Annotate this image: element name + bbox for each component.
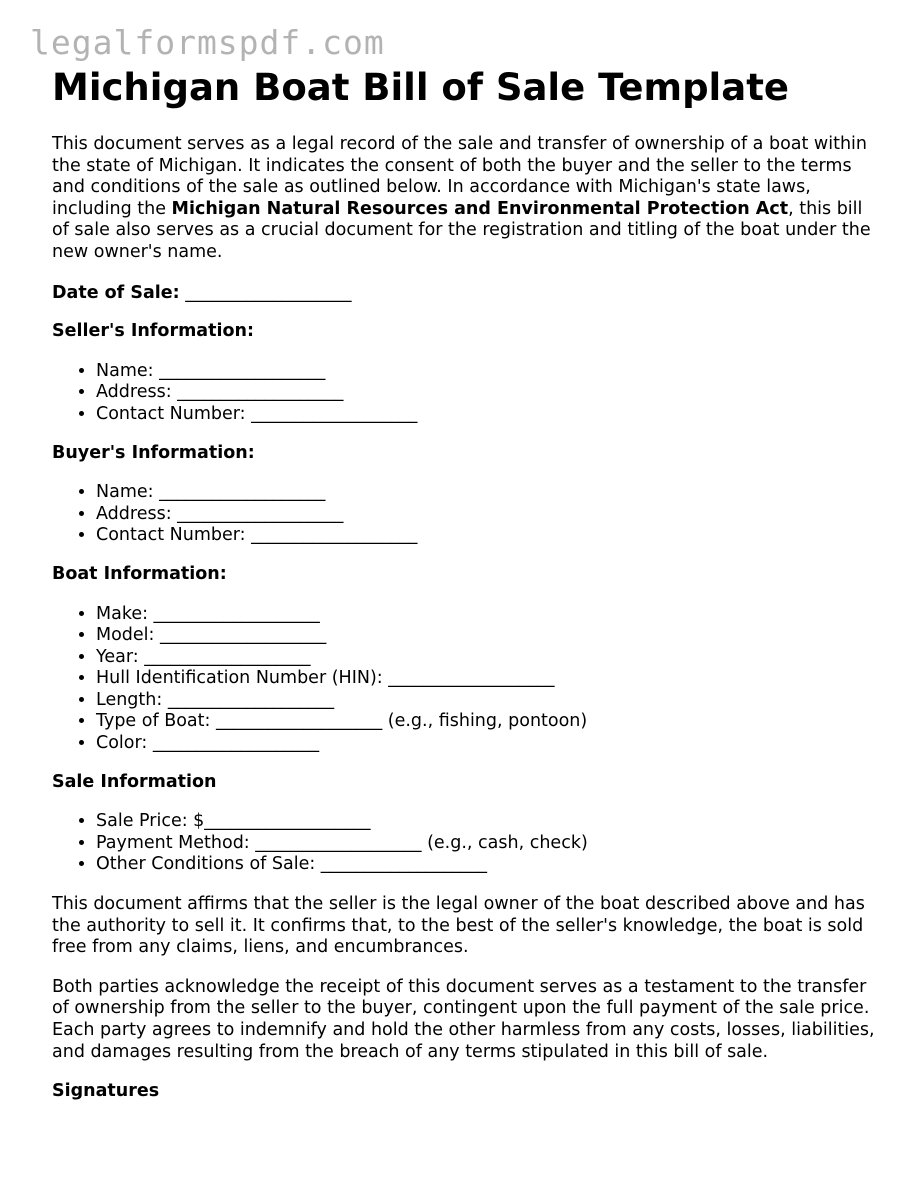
other-conditions-field: • Other Conditions of Sale: ___________________ <box>96 854 882 876</box>
seller-heading: Seller's Information: <box>52 321 254 342</box>
payment-method-field: • Payment Method: ___________________ (e.g., cash, check) <box>96 833 882 855</box>
sale-heading: Sale Information <box>52 771 217 792</box>
buyer-name-field: • Name: ___________________ <box>96 482 882 504</box>
intro-text-part1: This document serves as a legal record of the sale and transfer of ownership of a boat within the state of Michigan. It indicates the consent of both the buyer and the seller to the terms and conditions of the sale as outlined below. In accordance with Michigan's state laws, including the <box>52 134 868 219</box>
boat-model-field: • Model: ___________________ <box>96 625 882 647</box>
boat-make-field: • Make: ___________________ <box>96 604 882 626</box>
boat-hin-field: • Hull Identification Number (HIN): ___________________ <box>96 668 882 690</box>
date-of-sale-label: Date of Sale: <box>52 282 180 303</box>
law-name: Michigan Natural Resources and Environmental Protection Act <box>171 198 789 219</box>
boat-length-field: • Length: ___________________ <box>96 690 882 712</box>
boat-year-field: • Year: ___________________ <box>96 647 882 669</box>
sale-list <box>52 811 882 876</box>
buyer-heading: Buyer's Information: <box>52 442 255 463</box>
boat-list <box>52 604 882 755</box>
affirmation-paragraph: This document affirms that the seller is the legal owner of the boat described above and has the authority to sell it. It confirms that, to the best of the seller's knowledge, the boat is sold free from any claims, liens, and encumbrances. <box>52 894 865 958</box>
seller-contact-field: • Contact Number: ___________________ <box>96 404 882 426</box>
boat-color-field: • Color: ___________________ <box>96 733 882 755</box>
signatures-heading: Signatures <box>52 1081 160 1102</box>
document-body <box>52 66 882 1103</box>
date-of-sale-blank: ___________________ <box>179 282 352 303</box>
watermark: legalformspdf.com <box>30 23 385 62</box>
sale-price-field: • Sale Price: $___________________ <box>96 811 882 833</box>
intro-text-part2: , this bill of sale also serves as a crucial document for the registration and titling of the boat under the new owner's name. <box>52 198 871 262</box>
intro-paragraph <box>52 134 882 264</box>
page-title: Michigan Boat Bill of Sale Template <box>52 66 789 109</box>
boat-heading: Boat Information: <box>52 563 227 584</box>
seller-address-field: • Address: ___________________ <box>96 382 882 404</box>
buyer-address-field: • Address: ___________________ <box>96 504 882 526</box>
date-of-sale-field <box>52 283 882 305</box>
seller-name-field: • Name: ___________________ <box>96 361 882 383</box>
seller-list <box>52 361 882 426</box>
acknowledgement-paragraph: Both parties acknowledge the receipt of this document serves as a testament to the transfer of ownership from the seller to the buyer, contingent upon the full payment of the sale price. Each party agrees to indemnify and hold the other harmless from any costs, losses, liabilities, and damages resulting from the breach of any terms stipulated in this bill of sale. <box>52 976 875 1062</box>
buyer-contact-field: • Contact Number: ___________________ <box>96 525 882 547</box>
buyer-list <box>52 482 882 547</box>
boat-type-field: • Type of Boat: ___________________ (e.g., fishing, pontoon) <box>96 711 882 733</box>
